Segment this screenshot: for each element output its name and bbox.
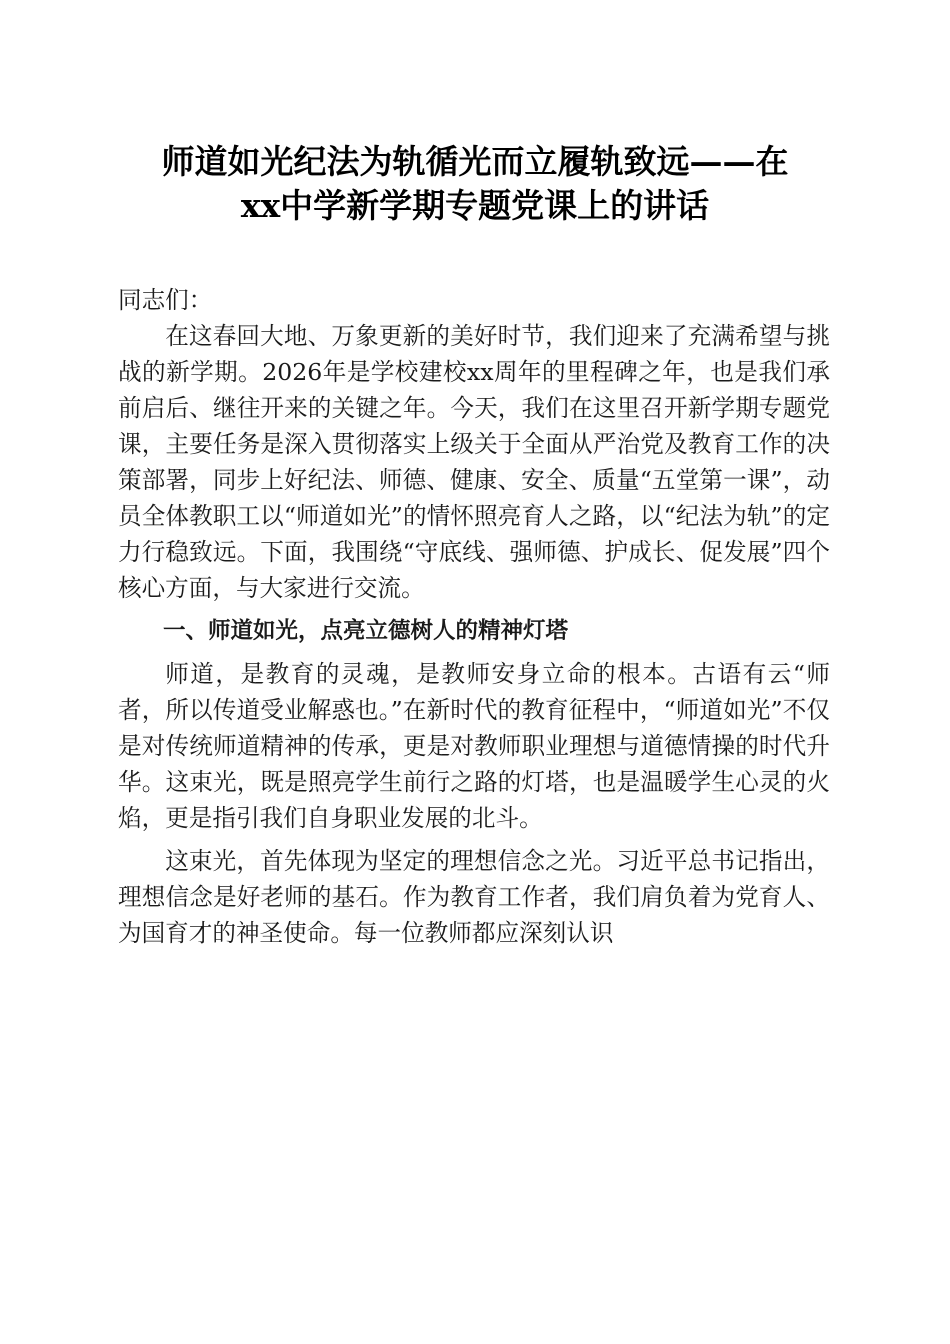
title-line-2: xx中学新学期专题党课上的讲话: [240, 186, 710, 225]
title-line-1: 师道如光纪法为轨循光而立履轨致远——在: [161, 142, 789, 181]
greeting: 同志们：: [118, 286, 213, 314]
section-heading: 一、师道如光，点亮立德树人的精神灯塔: [163, 618, 569, 644]
intro-paragraph: 在这春回大地、万象更新的美好时节，我们迎来了充满希望与挑战的新学期。2026年是学校建校xx周年的里程碑之年，也是我们承前启后、继往开来的关键之年。今天，我们在这里召开新学期专题党课，主要任务是深入贯彻落实上级关于全面从严治党及教育工作的决策部署，同步上好纪法、师德、健康、安全、质量“五堂第一课”，动员全体教职工以“师道如光”的情怀照亮育人之路，以“纪法为轨”的定力行稳致远。下面，我围绕“守底线、强师德、护成长、促发展”四个核心方面，与大家进行交流。: [118, 322, 830, 602]
document-title: [100, 140, 850, 228]
section-paragraph: 这束光，首先体现为坚定的理想信念之光。习近平总书记指出，理想信念是好老师的基石。作为教育工作者，我们肩负着为党育人、为国育才的神圣使命。每一位教师都应深刻认识: [118, 847, 830, 947]
section-paragraph: 师道，是教育的灵魂，是教师安身立命的根本。古语有云“师者，所以传道受业解惑也。”在新时代的教育征程中，“师道如光”不仅是对传统师道精神的传承，更是对教师职业理想与道德情操的时代升华。这束光，既是照亮学生前行之路的灯塔，也是温暖学生心灵的火焰，更是指引我们自身职业发展的北斗。: [118, 660, 830, 832]
document-body: [118, 282, 830, 951]
